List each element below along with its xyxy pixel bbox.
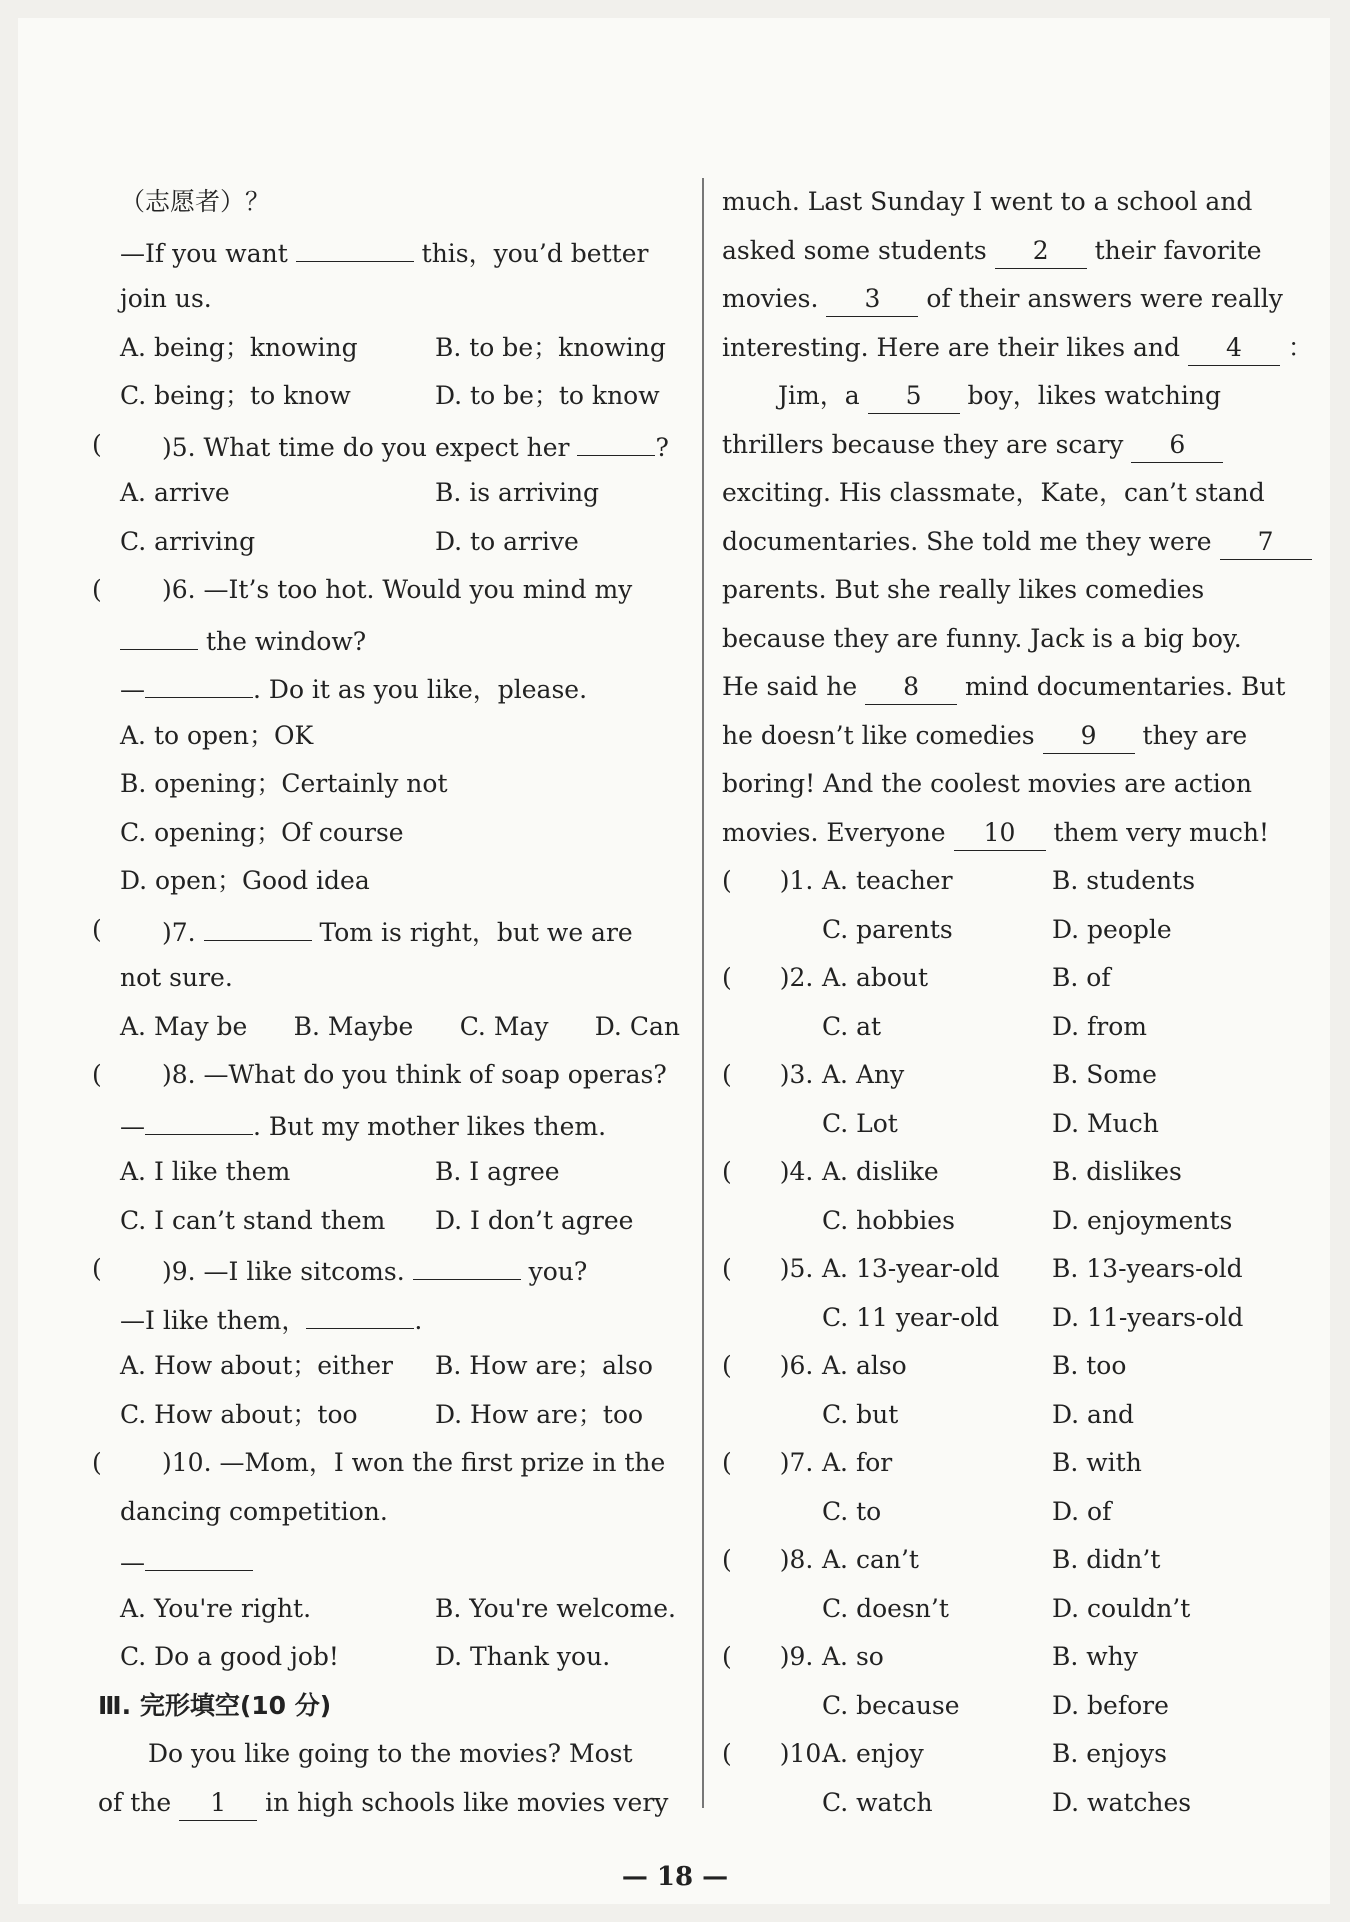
answer-paren[interactable]: ( )3. [722,1060,814,1089]
q9-stem [92,1245,680,1294]
q6-text: )6. —It’s too hot. Would you mind my [162,575,633,604]
cloze-question-row [722,1342,1294,1391]
question-number: )3. [779,1060,814,1089]
q5-options-row [120,518,680,567]
option-c: C. How about；too [120,1399,358,1429]
passage-line [722,809,1294,858]
cloze-blank-2[interactable]: 2 [995,234,1087,269]
cloze-passage [722,178,1313,857]
option-b: B. 13-years-old [1052,1254,1243,1283]
option-c: C. May [459,1011,549,1041]
option-d: D. couldn’t [1052,1593,1191,1623]
option-c: C. being；to know [120,381,351,410]
option-b: B. didn’t [1052,1545,1161,1574]
q5-options-row [120,469,680,518]
passage-line [722,615,1294,664]
answer-paren[interactable]: ( [92,429,102,459]
option-d: D. people [1052,914,1172,944]
passage-text: they are [1142,720,1248,750]
passage-line [722,324,1313,373]
cloze-blank-5[interactable]: 5 [868,379,960,414]
option-b: B. to be；knowing [435,332,666,362]
passage-text: in high schools like movies very [265,1787,669,1817]
cloze-question-row [722,857,1294,906]
passage-text: Jim，a [778,381,860,410]
question-number: )6. [779,1351,814,1380]
passage-text: of the [98,1787,172,1817]
option-a: A. arrive [120,478,230,507]
option-d: D. to be；to know [435,381,660,410]
q7-text: Tom is right，but we are [319,917,633,947]
option-c: C. 11 year-old [822,1302,1000,1332]
q10-text: )10. —Mom，I won the first prize in the [162,1448,666,1477]
answer-blank[interactable] [145,663,253,698]
option-a: A. enjoy [822,1739,924,1768]
cloze-blank-8[interactable]: 8 [865,670,957,705]
passage-text: boring! And the coolest movies are action [722,769,1252,798]
cloze-question-row [722,1051,1294,1100]
cloze-question-row [722,1536,1294,1585]
option-d: D. Much [1052,1108,1159,1138]
option-b: B. I agree [435,1157,560,1186]
option-c: C. arriving [120,526,256,556]
cloze-question-row [722,1003,1294,1052]
option-a: A. May be [120,1011,248,1041]
q4-text: （志愿者）？ [120,187,271,216]
section-heading: Ⅲ. 完形填空(10 分) [98,1690,332,1720]
option-c: C. parents [822,914,953,944]
option-b: B. of [1052,963,1111,992]
option-c: C. Lot [822,1108,898,1138]
passage-text: interesting. Here are their likes and [722,332,1180,362]
q8-options-row [120,1197,680,1246]
option-c: C. at [822,1011,882,1041]
option-b: B. enjoys [1052,1739,1167,1768]
option-d: D. to arrive [435,526,579,556]
q9-text: —I like them， [120,1305,307,1335]
q4-line3 [120,275,680,324]
passage-text: boy，likes watching [967,381,1221,410]
answer-paren[interactable]: ( )2. [722,963,814,992]
column-divider [702,178,704,1808]
passage-line [722,760,1294,809]
q10-stem [92,1439,680,1488]
q8-stem [92,1051,680,1100]
left-column [92,178,680,1827]
q4-line2 [120,227,680,276]
option-c: C. but [822,1399,899,1429]
answer-paren[interactable]: ( )6. [722,1351,814,1380]
option-a: A. so [822,1642,884,1671]
option-b: B. How are；also [435,1351,653,1380]
option-b: B. opening；Certainly not [120,769,448,798]
q5-text: ? [655,432,669,462]
answer-blank[interactable] [577,421,655,456]
option-d: D. and [1052,1399,1135,1429]
option-b: B. too [1052,1351,1127,1380]
cloze-blank-10[interactable]: 10 [954,816,1046,851]
passage-line [722,275,1294,324]
option-b: B. dislikes [1052,1157,1182,1186]
cloze-question-row [722,1148,1294,1197]
cloze-question-row [722,1730,1294,1779]
q4-tail-line [120,178,680,227]
question-number: )8. [779,1545,814,1574]
cloze-question-row [722,1488,1294,1537]
option-b: B. Maybe [293,1011,414,1041]
option-c: C. Do a good job! [120,1642,339,1671]
right-column [722,178,1313,1827]
q4-options-row [120,372,680,421]
option-d: D. watches [1052,1787,1192,1817]
option-b: B. students [1052,866,1196,895]
cloze-blank-4[interactable]: 4 [1188,331,1280,366]
page-number: — 18 — [621,1862,729,1892]
q9-text: you? [528,1257,588,1286]
cloze-blank-7[interactable]: 7 [1220,525,1312,560]
question-number: )2. [779,963,814,992]
option-b: B. You're welcome. [435,1593,677,1623]
passage-text: movies. [722,284,819,313]
option-d: D. I don’t agree [435,1205,634,1235]
answer-paren[interactable]: ( )10. [722,1739,830,1768]
q4-text: —If you want [120,238,288,268]
passage-text: exciting. His classmate，Kate，can’t stand [722,478,1265,507]
option-c: C. because [822,1690,960,1720]
passage-text: thrillers because they are scary [722,429,1124,459]
q6-line3: — . Do it as you like，please. [120,663,680,712]
option-a: A. can’t [822,1545,919,1574]
answer-paren[interactable]: ( [92,1254,102,1283]
option-c: C. I can’t stand them [120,1205,386,1235]
cloze-blank-6[interactable]: 6 [1131,428,1223,463]
option-d: D. Can [594,1011,680,1041]
q10-text: dancing competition. [120,1496,388,1526]
option-c: C. doesn’t [822,1593,949,1623]
answer-paren[interactable]: ( [92,1448,102,1477]
passage-text: asked some students [722,235,987,265]
option-b: B. Some [1052,1060,1157,1089]
option-b: B. with [1052,1448,1142,1477]
question-number: )7. [779,1448,814,1477]
q6-text: the window? [205,626,367,656]
passage-line [722,712,1294,761]
option-a: A. teacher [822,866,953,895]
answer-paren[interactable]: ( )4. [722,1157,814,1186]
option-a: A. being；knowing [120,332,358,362]
option-b: B. why [1052,1642,1138,1671]
option-d: D. enjoyments [1052,1205,1233,1235]
cloze-question-row [722,906,1294,955]
passage-line [722,663,1294,712]
q9-options-row [120,1391,680,1440]
passage-text: much. Last Sunday I went to a school and [722,187,1253,216]
question-number: )4. [779,1157,814,1186]
answer-blank[interactable] [204,906,312,941]
option-a: A. Any [822,1060,905,1089]
option-a: A. I like them [120,1157,291,1186]
answer-paren[interactable]: ( )7. [722,1448,814,1477]
cloze-question-row [722,1197,1294,1246]
option-a: A. How about；either [120,1351,393,1380]
q5-stem [92,421,680,470]
passage-line [722,372,1294,421]
cloze-question-row [722,1439,1294,1488]
q7-options-row [120,1003,680,1052]
q7-text: )7. [162,917,196,947]
question-number: )5. [779,1254,814,1283]
option-d: D. Thank you. [435,1642,611,1671]
cloze-question-row [722,1245,1294,1294]
q8-line2: — . But my mother likes them. [120,1100,680,1149]
passage-text: He said he [722,672,858,701]
option-d: D. from [1052,1011,1148,1041]
answer-paren[interactable]: ( [92,1060,102,1089]
q6-stem [92,566,680,615]
q9-text: . [414,1305,423,1335]
q10-options-row [120,1633,680,1682]
option-a: A. for [822,1448,893,1477]
q8-text: )8. —What do you think of soap operas? [162,1060,667,1089]
option-d: D. of [1052,1496,1112,1526]
cloze-blank-9[interactable]: 9 [1043,719,1135,754]
option-c: C. watch [822,1787,933,1817]
answer-blank[interactable] [145,1536,253,1571]
q4-options-row [120,324,680,373]
answer-blank[interactable] [296,227,414,262]
passage-line [722,178,1294,227]
cloze-question-row [722,1682,1294,1731]
passage-text: mind documentaries. But [965,672,1286,701]
answer-paren[interactable]: ( [92,914,102,944]
q7-stem [92,906,680,955]
cloze-question-row [722,1633,1294,1682]
cloze-question-row [722,954,1294,1003]
passage-line: Do you like going to the movies? Most [148,1739,633,1768]
passage-text: documentaries. She told me they were [722,526,1212,556]
answer-blank[interactable] [145,1100,253,1135]
option-d: D. before [1052,1690,1169,1720]
option-c: C. to [822,1496,882,1526]
option-d: D. open；Good idea [120,866,370,895]
passage-text: parents. But she really likes comedies [722,575,1205,604]
cloze-options [722,857,1294,1827]
option-b: B. is arriving [435,478,600,507]
cloze-question-row [722,1585,1294,1634]
option-a: A. You're right. [120,1593,312,1623]
q8-options-row [120,1148,680,1197]
answer-paren[interactable]: ( )1. [722,866,814,895]
passage-text: their favorite [1094,235,1262,265]
q4-text: this，you’d better [421,238,649,268]
q6-text: . Do it as you like，please. [253,675,588,704]
answer-paren[interactable]: ( )8. [722,1545,814,1574]
option-a: A. dislike [822,1157,939,1186]
option-c: C. hobbies [822,1205,955,1235]
q7-text: not sure. [120,963,233,992]
answer-blank[interactable] [413,1245,521,1280]
cloze-question-row [722,1391,1294,1440]
q5-text: )5. What time do you expect her [162,432,570,462]
answer-blank[interactable] [120,615,198,650]
q9-text: )9. —I like sitcoms. [162,1257,405,1286]
answer-paren[interactable]: ( )5. [722,1254,814,1283]
passage-text: of their answers were really [926,284,1283,313]
passage-text: movies. Everyone [722,817,946,847]
answer-paren[interactable]: ( [92,575,102,604]
answer-blank[interactable] [306,1294,414,1329]
q4-text: join us. [120,284,212,313]
q6-line2 [120,615,680,664]
option-d: D. How are；too [435,1399,644,1429]
option-c: C. opening；Of course [120,817,404,847]
question-number: )1. [779,866,814,895]
q9-options-row [120,1342,680,1391]
passage-line [722,227,1294,276]
option-a: A. also [822,1351,907,1380]
question-number: )9. [779,1642,814,1671]
passage-text: he doesn’t like comedies [722,720,1035,750]
q8-text: . But my mother likes them. [253,1111,607,1141]
cloze-question-row [722,1100,1294,1149]
passage-line [722,518,1294,567]
cloze-question-row [722,1294,1294,1343]
passage-text: them very much! [1053,817,1269,847]
cloze-blank-1[interactable]: 1 [179,1786,257,1821]
passage-text: because they are funny. Jack is a big boy. [722,623,1242,653]
option-d: D. 11-years-old [1052,1302,1244,1332]
passage-line [722,469,1294,518]
answer-paren[interactable]: ( )9. [722,1642,814,1671]
q10-line3 [120,1536,680,1585]
option-a: A. to open；OK [120,720,314,750]
cloze-question-row [722,1779,1294,1828]
passage-text: ： [1287,332,1313,362]
q9-line2 [120,1294,680,1343]
q10-text: — [120,1548,145,1577]
q10-options-row [120,1585,680,1634]
option-a: A. 13-year-old [822,1254,1000,1283]
cloze-blank-3[interactable]: 3 [826,282,918,317]
passage-line [98,1779,680,1828]
option-a: A. about [822,963,929,992]
passage-line [722,566,1294,615]
question-number: )10. [779,1739,830,1768]
passage-line [722,421,1294,470]
